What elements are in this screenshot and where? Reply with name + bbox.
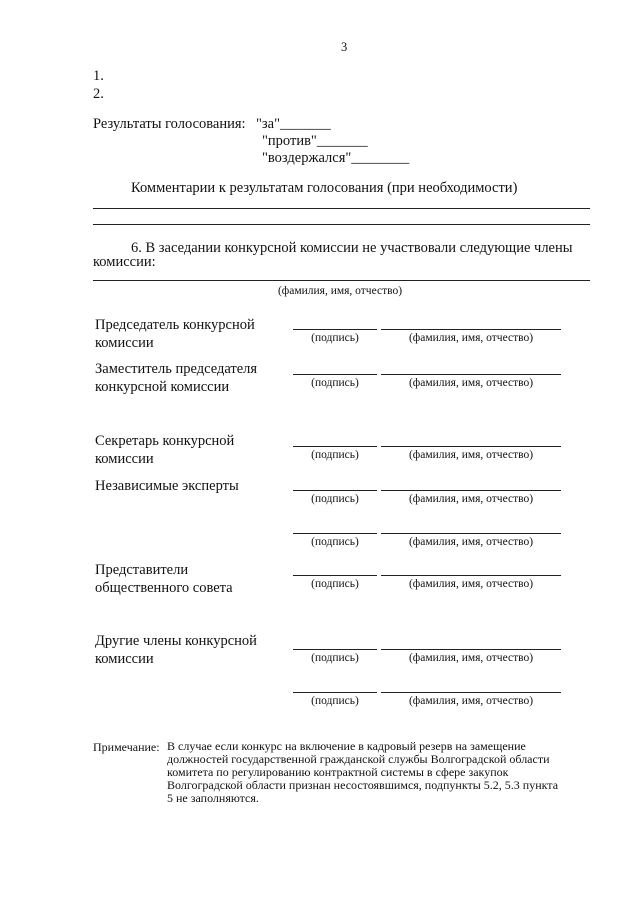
chair-signature-line <box>293 329 377 330</box>
other-member-2-fio-caption: (фамилия, имя, отчество) <box>408 695 534 707</box>
role-experts-line-1: Независимые эксперты <box>95 478 239 494</box>
page-number: 3 <box>341 40 348 54</box>
public-council-signature-caption: (подпись) <box>311 578 359 590</box>
role-chair <box>95 316 255 352</box>
other-member-1-fio-line <box>381 649 561 650</box>
role-other-members-line-1: Другие члены конкурсной <box>95 633 257 649</box>
list-item-2: 2. <box>93 86 104 102</box>
absent-members-line <box>93 280 590 281</box>
expert-2-fio-line <box>381 533 561 534</box>
public-council-signature-line <box>293 575 377 576</box>
deputy-signature-caption: (подпись) <box>311 377 359 389</box>
chair-signature-caption: (подпись) <box>311 332 359 344</box>
other-member-2-signature-caption: (подпись) <box>311 695 359 707</box>
role-secretary <box>95 432 234 468</box>
expert-1-fio-line <box>381 490 561 491</box>
deputy-fio-caption: (фамилия, имя, отчество) <box>408 377 534 389</box>
role-chair-line-2: комиссии <box>95 335 154 351</box>
vote-for-field: "за"_______ <box>256 116 331 132</box>
note-label: Примечание: <box>93 740 160 754</box>
secretary-signature-line <box>293 446 377 447</box>
section-6-line-1: 6. В заседании конкурсной комиссии не участвовали следующие члены <box>131 240 573 256</box>
note-text <box>167 740 558 805</box>
note-line-2: должностей государственной гражданской службы Волгоградской области <box>167 752 550 766</box>
deputy-fio-line <box>381 374 561 375</box>
absent-members-fio-caption: (фамилия, имя, отчество) <box>277 285 403 297</box>
expert-2-signature-caption: (подпись) <box>311 536 359 548</box>
public-council-fio-caption: (фамилия, имя, отчество) <box>408 578 534 590</box>
note-line-1: В случае если конкурс на включение в кадровый резерв на замещение <box>167 739 526 753</box>
section-6-line-2: комиссии: <box>93 254 156 270</box>
note-line-5: 5 не заполняются. <box>167 791 259 805</box>
other-member-2-signature-line <box>293 692 377 693</box>
chair-fio-line <box>381 329 561 330</box>
list-item-1: 1. <box>93 68 104 84</box>
secretary-fio-caption: (фамилия, имя, отчество) <box>408 449 534 461</box>
note-line-3: комитета по регулированию контрактной системы в сфере закупок <box>167 765 509 779</box>
expert-2-signature-line <box>293 533 377 534</box>
role-secretary-line-2: комиссии <box>95 451 154 467</box>
comments-label: Комментарии к результатам голосования (при необходимости) <box>131 180 518 196</box>
role-deputy <box>95 360 257 396</box>
role-deputy-line-1: Заместитель председателя <box>95 361 258 377</box>
other-member-1-signature-caption: (подпись) <box>311 652 359 664</box>
role-other-members <box>95 632 257 668</box>
expert-1-signature-line <box>293 490 377 491</box>
comments-line-2 <box>93 224 590 225</box>
expert-1-fio-caption: (фамилия, имя, отчество) <box>408 493 534 505</box>
role-public-council <box>95 561 233 597</box>
secretary-signature-caption: (подпись) <box>311 449 359 461</box>
role-chair-line-1: Председатель конкурсной <box>95 317 255 333</box>
role-public-council-line-1: Представители <box>95 562 189 578</box>
role-experts <box>95 477 239 495</box>
public-council-fio-line <box>381 575 561 576</box>
role-public-council-line-2: общественного совета <box>95 580 233 596</box>
vote-against-field: "против"_______ <box>262 133 368 149</box>
other-member-2-fio-line <box>381 692 561 693</box>
expert-1-signature-caption: (подпись) <box>311 493 359 505</box>
other-member-1-signature-line <box>293 649 377 650</box>
chair-fio-caption: (фамилия, имя, отчество) <box>408 332 534 344</box>
role-secretary-line-1: Секретарь конкурсной <box>95 433 235 449</box>
expert-2-fio-caption: (фамилия, имя, отчество) <box>408 536 534 548</box>
deputy-signature-line <box>293 374 377 375</box>
role-deputy-line-2: конкурсной комиссии <box>95 379 230 395</box>
comments-line-1 <box>93 208 590 209</box>
note-line-4: Волгоградской области признан несостоявшимся, подпункты 5.2, 5.3 пункта <box>167 778 559 792</box>
voting-label: Результаты голосования: <box>93 116 246 132</box>
vote-abstained-field: "воздержался"________ <box>262 150 410 166</box>
other-member-1-fio-caption: (фамилия, имя, отчество) <box>408 652 534 664</box>
secretary-fio-line <box>381 446 561 447</box>
role-other-members-line-2: комиссии <box>95 651 154 667</box>
